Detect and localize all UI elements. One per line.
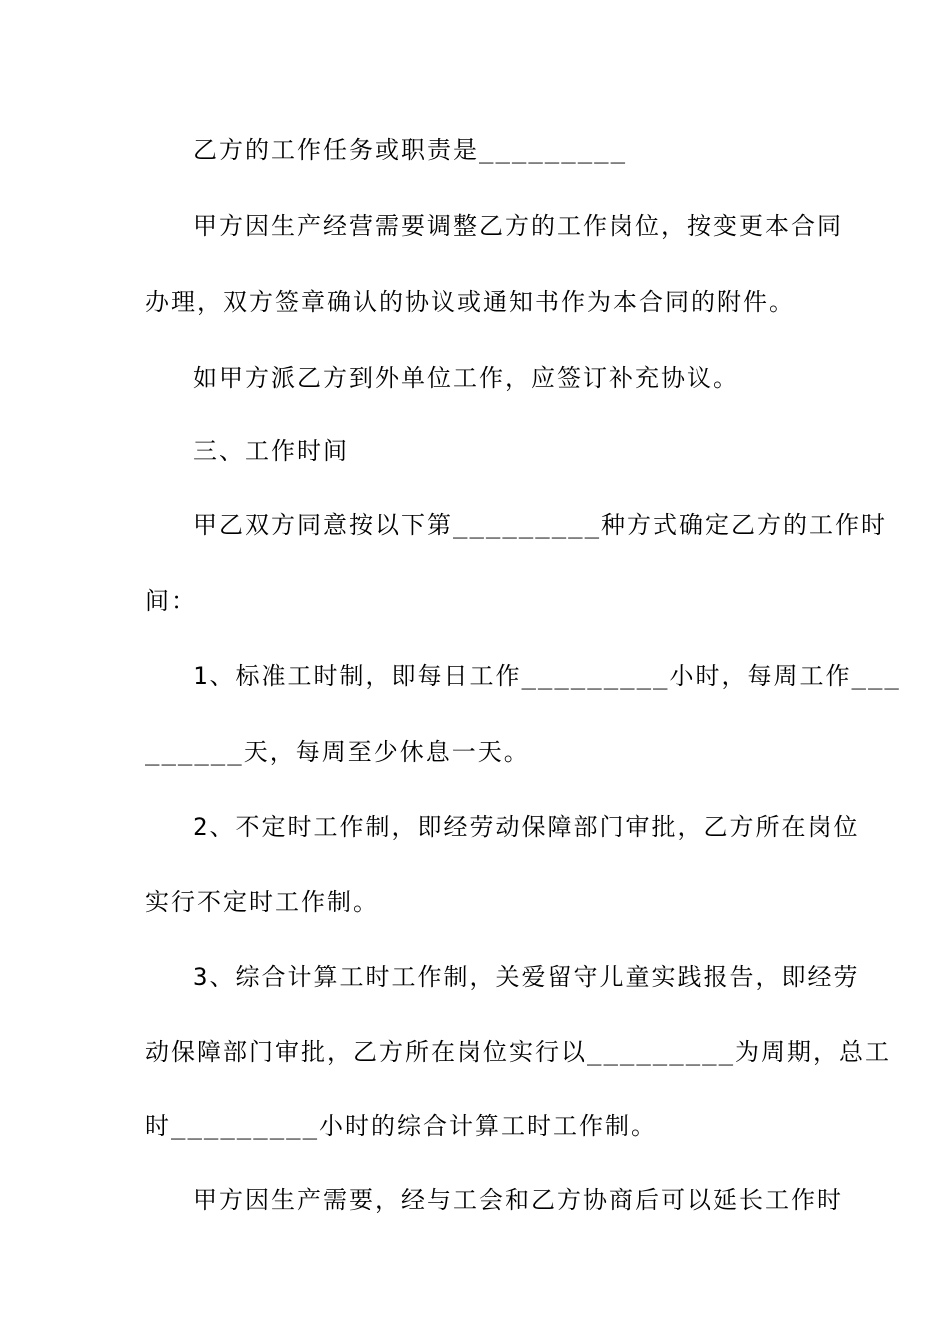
paragraph-line: 时_________小时的综合计算工时工作制。	[145, 1112, 658, 1140]
paragraph-line: 甲方因生产经营需要调整乙方的工作岗位，按变更本合同	[193, 212, 843, 240]
paragraph-line: 3、综合计算工时工作制，关爱留守儿童实践报告，即经劳	[193, 963, 860, 991]
paragraph-line: 实行不定时工作制。	[145, 888, 379, 916]
paragraph-line: 甲乙双方同意按以下第_________种方式确定乙方的工作时	[193, 511, 888, 539]
paragraph-line: 办理，双方签章确认的协议或通知书作为本合同的附件。	[145, 288, 795, 316]
paragraph-line: 乙方的工作任务或职责是_________	[193, 136, 628, 164]
paragraph-line: 1、标准工时制，即每日工作_________小时，每周工作___	[193, 662, 901, 690]
paragraph-line: 如甲方派乙方到外单位工作，应签订补充协议。	[193, 364, 739, 392]
section-heading: 三、工作时间	[193, 437, 349, 465]
paragraph-line: ______天，每周至少休息一天。	[145, 738, 530, 766]
paragraph-line: 间：	[145, 587, 197, 615]
paragraph-line: 动保障部门审批，乙方所在岗位实行以_________为周期，总工	[145, 1038, 892, 1066]
paragraph-line: 2、不定时工作制，即经劳动保障部门审批，乙方所在岗位	[193, 813, 860, 841]
paragraph-line: 甲方因生产需要，经与工会和乙方协商后可以延长工作时	[193, 1186, 843, 1214]
